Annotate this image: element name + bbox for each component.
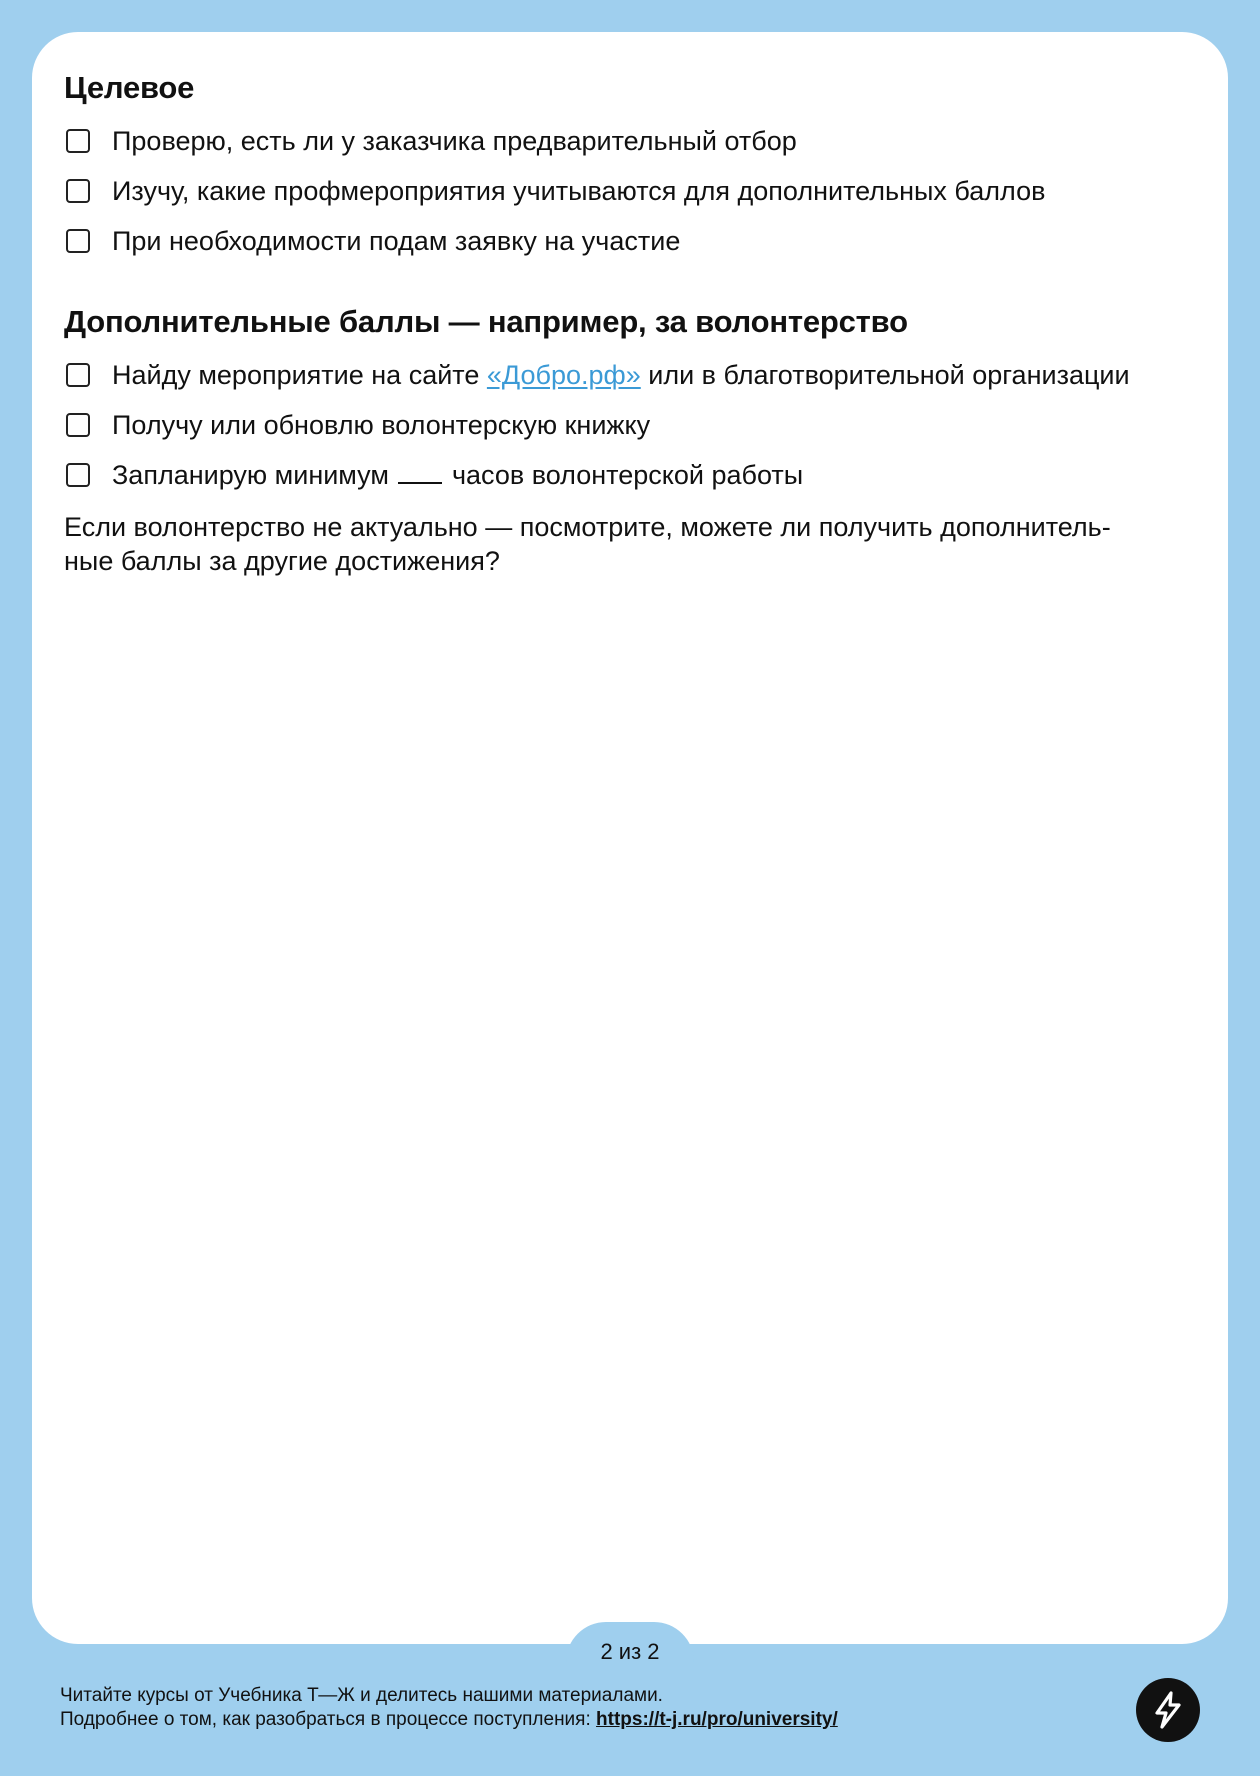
section-title-extra-points: Дополнительные баллы — например, за волонтерство xyxy=(64,304,908,339)
empty-checkbox-icon[interactable] xyxy=(66,179,90,203)
checklist-item[interactable] xyxy=(64,166,1214,216)
footer-line-1: Читайте курсы от Учебника Т—Ж и делитесь нашими материалами. xyxy=(60,1685,663,1706)
checklist-item[interactable] xyxy=(64,216,1214,266)
volunteering-note xyxy=(64,510,1194,578)
checklist-item[interactable] xyxy=(64,350,1214,400)
lightning-bolt-icon xyxy=(1151,1691,1185,1729)
note-line-1: Если волонтерство не актуально — посмотрите, можете ли получить дополнитель- xyxy=(64,512,1111,542)
empty-checkbox-icon[interactable] xyxy=(66,463,90,487)
checklist-item[interactable] xyxy=(64,450,1214,500)
hours-blank-field[interactable] xyxy=(398,462,442,484)
checklist-item-label xyxy=(112,358,1130,392)
checklist-item-label: Изучу, какие профмероприятия учитываются для дополнительных баллов xyxy=(112,176,1046,206)
empty-checkbox-icon[interactable] xyxy=(66,229,90,253)
empty-checkbox-icon[interactable] xyxy=(66,413,90,437)
item-text-suffix: или в благотворительной организации xyxy=(640,360,1130,390)
checklist-item-label: При необходимости подам заявку на участие xyxy=(112,226,681,256)
checklist-item-label: Получу или обновлю волонтерскую книжку xyxy=(112,410,651,440)
footer-line-2-text: Подробнее о том, как разобраться в процессе поступления: xyxy=(60,1709,597,1730)
section-title-target: Целевое xyxy=(64,70,195,105)
footer xyxy=(60,1684,838,1732)
checklist-item[interactable] xyxy=(64,116,1214,166)
checklist-item-label xyxy=(112,458,803,492)
item-text-prefix: Запланирую минимум xyxy=(112,460,389,490)
item-text-suffix: часов волонтерской работы xyxy=(451,460,804,490)
dobro-rf-link[interactable]: «Добро.рф» xyxy=(486,360,641,390)
footer-url-link[interactable]: https://t-j.ru/pro/university/ xyxy=(596,1709,838,1730)
checklist-item[interactable] xyxy=(64,400,1214,450)
page-indicator: 2 из 2 xyxy=(566,1622,694,1674)
note-line-2: ные баллы за другие достижения? xyxy=(64,546,500,576)
lightning-logo-icon[interactable] xyxy=(1136,1678,1200,1742)
empty-checkbox-icon[interactable] xyxy=(66,129,90,153)
checklist-item-label: Проверю, есть ли у заказчика предварительный отбор xyxy=(112,126,797,156)
item-text-prefix: Найду мероприятие на сайте xyxy=(112,360,487,390)
footer-line-2 xyxy=(60,1708,838,1732)
content-card xyxy=(32,32,1228,1644)
checklist-content xyxy=(64,68,1214,578)
empty-checkbox-icon[interactable] xyxy=(66,363,90,387)
